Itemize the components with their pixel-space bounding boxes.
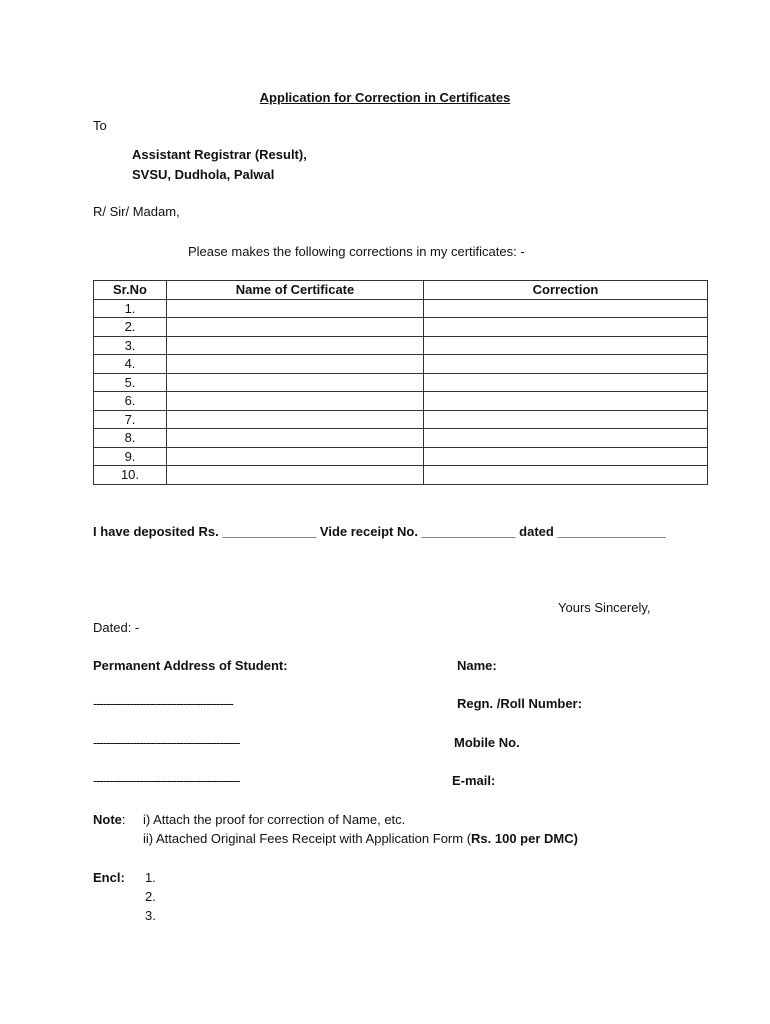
certificate-cell[interactable] — [167, 355, 424, 374]
correction-cell[interactable] — [424, 410, 708, 429]
note-item-2-fee: Rs. 100 per DMC) — [471, 831, 578, 846]
certificate-cell[interactable] — [167, 447, 424, 466]
note-label: Note — [93, 812, 122, 827]
table-header-row — [94, 281, 708, 300]
closing-text: Yours Sincerely, — [558, 600, 651, 615]
table-row — [94, 355, 708, 374]
email-label: E-mail: — [452, 773, 496, 788]
note-colon: : — [121, 812, 126, 827]
correction-cell[interactable] — [424, 373, 708, 392]
page-title: Application for Correction in Certificates — [259, 90, 511, 105]
certificate-cell[interactable] — [167, 466, 424, 485]
table-row — [94, 410, 708, 429]
mobile-label: Mobile No. — [454, 735, 520, 750]
certificate-cell[interactable] — [167, 318, 424, 337]
row-sr-no: 8. — [94, 429, 167, 448]
note-item-1: i) Attach the proof for correction of Name, etc. — [143, 812, 406, 827]
correction-cell[interactable] — [424, 318, 708, 337]
table-row — [94, 392, 708, 411]
correction-cell[interactable] — [424, 392, 708, 411]
request-text: Please makes the following corrections in my certificates: - — [188, 244, 525, 259]
roll-number-label: Regn. /Roll Number: — [457, 696, 582, 711]
encl-label: Encl: — [93, 870, 125, 885]
row-sr-no: 7. — [94, 410, 167, 429]
row-sr-no: 9. — [94, 447, 167, 466]
table-row — [94, 429, 708, 448]
table-row — [94, 336, 708, 355]
permanent-address-label: Permanent Address of Student: — [93, 658, 288, 673]
row-sr-no: 1. — [94, 299, 167, 318]
row-sr-no: 10. — [94, 466, 167, 485]
to-label: To — [93, 118, 107, 133]
note-item-2 — [143, 831, 578, 846]
row-sr-no: 3. — [94, 336, 167, 355]
address-line-3[interactable]: -------------------------------------------- — [93, 773, 240, 788]
encl-item-2: 2. — [145, 889, 156, 904]
correction-cell[interactable] — [424, 429, 708, 448]
note-item-2-text: ii) Attached Original Fees Receipt with Application Form ( — [143, 831, 472, 846]
corrections-table — [93, 280, 708, 485]
row-sr-no: 5. — [94, 373, 167, 392]
note-heading — [93, 812, 126, 827]
table-row — [94, 466, 708, 485]
certificate-cell[interactable] — [167, 336, 424, 355]
encl-item-3: 3. — [145, 908, 156, 923]
certificate-cell[interactable] — [167, 429, 424, 448]
table-row — [94, 373, 708, 392]
row-sr-no: 6. — [94, 392, 167, 411]
name-label: Name: — [457, 658, 497, 673]
header-sr-no: Sr.No — [94, 281, 167, 300]
row-sr-no: 2. — [94, 318, 167, 337]
row-sr-no: 4. — [94, 355, 167, 374]
correction-cell[interactable] — [424, 466, 708, 485]
salutation: R/ Sir/ Madam, — [93, 204, 180, 219]
encl-item-1: 1. — [145, 870, 156, 885]
header-correction: Correction — [424, 281, 708, 300]
deposit-line: I have deposited Rs. _____________ Vide receipt No. _____________ dated _______________ — [93, 524, 666, 539]
header-certificate-name: Name of Certificate — [167, 281, 424, 300]
correction-cell[interactable] — [424, 336, 708, 355]
address-line-1[interactable]: ------------------------------------------ — [93, 696, 233, 711]
correction-cell[interactable] — [424, 355, 708, 374]
correction-cell[interactable] — [424, 299, 708, 318]
addressee-line2: SVSU, Dudhola, Palwal — [132, 167, 275, 182]
table-row — [94, 299, 708, 318]
dated-label: Dated: - — [93, 620, 140, 635]
certificate-cell[interactable] — [167, 410, 424, 429]
certificate-cell[interactable] — [167, 392, 424, 411]
addressee-line1: Assistant Registrar (Result), — [132, 147, 307, 162]
correction-cell[interactable] — [424, 447, 708, 466]
certificate-cell[interactable] — [167, 373, 424, 392]
certificate-cell[interactable] — [167, 299, 424, 318]
table-row — [94, 447, 708, 466]
table-row — [94, 318, 708, 337]
address-line-2[interactable]: -------------------------------------------- — [93, 735, 240, 750]
